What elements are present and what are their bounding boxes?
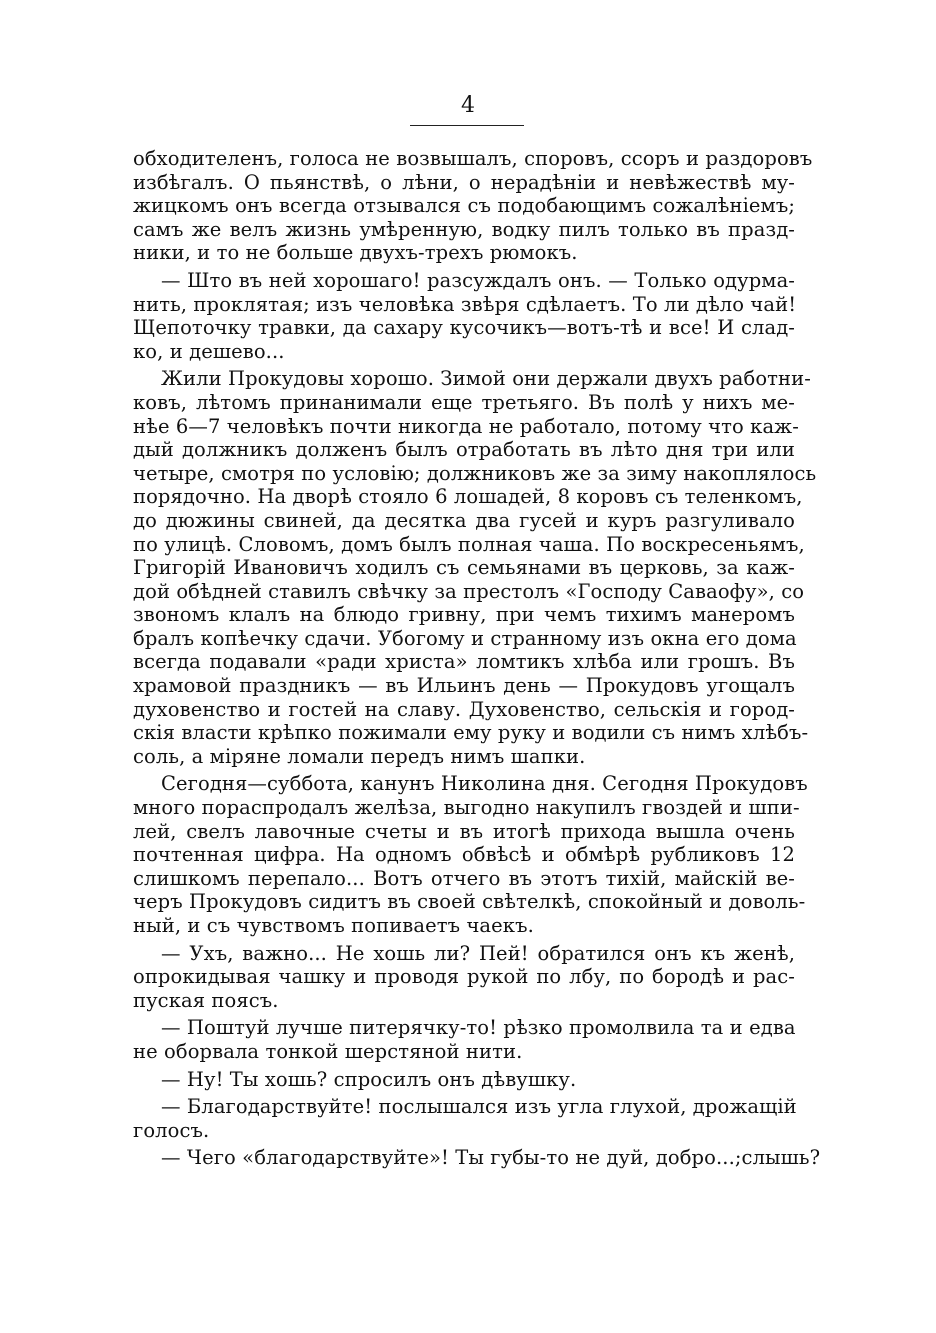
text-line: ковъ, лѣтомъ принанимали еще третьяго. Въ полѣ у нихъ ме- [133,390,795,414]
text-line: скія власти крѣпко пожимали ему руку и водили съ нимъ хлѣбъ- [133,721,809,745]
text-line: соль, а міряне ломали передъ нимъ шапки. [133,744,586,768]
text-line: ники, и то не больше двухъ-трехъ рюмокъ. [133,241,578,265]
text-line: лей, свелъ лавочные счеты и въ итогѣ прихода вышла очень [133,819,795,843]
text-line: — Што въ ней хорошаго! разсуждалъ онъ. — Только одурма- [161,268,795,292]
text-line: почтенная цифра. На одномъ обвѣсѣ и обмѣрѣ рубликовъ 12 [133,843,795,867]
paragraph [133,1146,821,1170]
paragraph [133,147,813,265]
text-line: четыре, смотря по условію; должниковъ же за зиму накоплялось [133,461,817,485]
page-number: 4 [461,93,475,118]
text-line: опрокидывая чашку и проводя рукой по лбу, по бородѣ и рас- [133,965,795,989]
page-number-rule [410,125,524,126]
text-line: не оборвала тонкой шерстяной нити. [133,1039,523,1063]
text-line: слишкомъ перепало... Вотъ отчего въ этотъ тихій, майскій ве- [133,866,795,890]
text-line: Григорій Ивановичъ ходилъ съ семьянами въ церковь, за каж- [133,556,795,580]
text-line: черъ Прокудовъ сидитъ въ своей свѣтелкѣ, спокойный и доволь- [133,890,806,914]
text-line: ный, и съ чувствомъ попиваетъ чаекъ. [133,914,534,937]
text-line: голосъ. [133,1118,210,1142]
text-line: порядочно. На дворѣ стояло 6 лошадей, 8 коровъ съ теленкомъ, [133,485,803,509]
text-line: бралъ копѣечку сдачи. Убогому и странному изъ окна его дома [133,626,797,650]
text-line: самъ же велъ жизнь умѣренную, водку пилъ только въ празд- [133,217,795,241]
text-line: Сегодня—суббота, канунъ Николина дня. Сегодня Прокудовъ [161,772,808,796]
text-line: пуская поясъ. [133,988,279,1012]
text-line: Щепоточку травки, да сахару кусочикъ—вотъ-тѣ и все! И слад- [133,316,795,340]
text-line: нѣе 6—7 человѣкъ почти никогда не работало, потому что каж- [133,414,799,438]
paragraph [133,942,795,1013]
text-line: дой обѣдней ставилъ свѣчку за престолъ «Господу Саваофу», со [133,579,805,603]
text-line: нить, проклятая; изъ человѣка звѣря сдѣлаетъ. То ли дѣло чай! [133,292,797,316]
paragraph [133,1016,795,1063]
text-line: всегда подавали «ради христа» ломтикъ хлѣба или грошъ. Въ [133,650,795,674]
text-line: обходителенъ, голоса не возвышалъ, споровъ, ссоръ и раздоровъ [133,147,813,170]
text-line: ко, и дешево... [133,339,285,363]
text-line: храмовой праздникъ — въ Ильинъ день — Прокудовъ угощалъ [133,674,795,698]
text-line: — Ухъ, важно... Не хошь ли? Пей! обратился онъ къ женѣ, [161,941,795,965]
paragraph [133,367,817,768]
text-line: много пораспродалъ желѣза, выгодно накупилъ гвоздей и шпи- [133,796,800,820]
text-line: избѣгалъ. О пьянствѣ, о лѣни, о нерадѣніи и невѣжествѣ му- [133,170,795,194]
text-line: по улицѣ. Словомъ, домъ былъ полная чаша. По воскресеньямъ, [133,532,805,556]
paragraph [133,772,808,937]
text-line: — Поштуй лучше питерячку-то! рѣзко промолвила та и едва [161,1016,796,1040]
text-line: — Благодарствуйте! послышался изъ угла глухой, дрожащій [161,1095,797,1119]
text-line: дый должникъ долженъ былъ отработать въ лѣто дня три или [133,438,795,462]
text-line: звономъ клалъ на блюдо гривну, при чемъ тихимъ манеромъ [133,603,795,627]
body-text [133,147,821,1170]
text-line: жицкомъ онъ всегда отзывался съ подобающимъ сожалѣніемъ; [133,194,795,218]
text-line: Жили Прокудовы хорошо. Зимой они держали двухъ работни- [161,367,811,391]
text-line: — Чего «благодарствуйте»! Ты губы-то не дуй, добро...;слышь? [161,1146,821,1170]
text-line: — Ну! Ты хошь? спросилъ онъ дѣвушку. [161,1067,577,1091]
paragraph [133,269,795,363]
paragraph [133,1068,795,1092]
text-line: до дюжины свиней, да десятка два гусей и куръ разгуливало [133,508,795,532]
paragraph [133,1095,795,1142]
text-line: духовенство и гостей на славу. Духовенство, сельскія и город- [133,697,795,721]
